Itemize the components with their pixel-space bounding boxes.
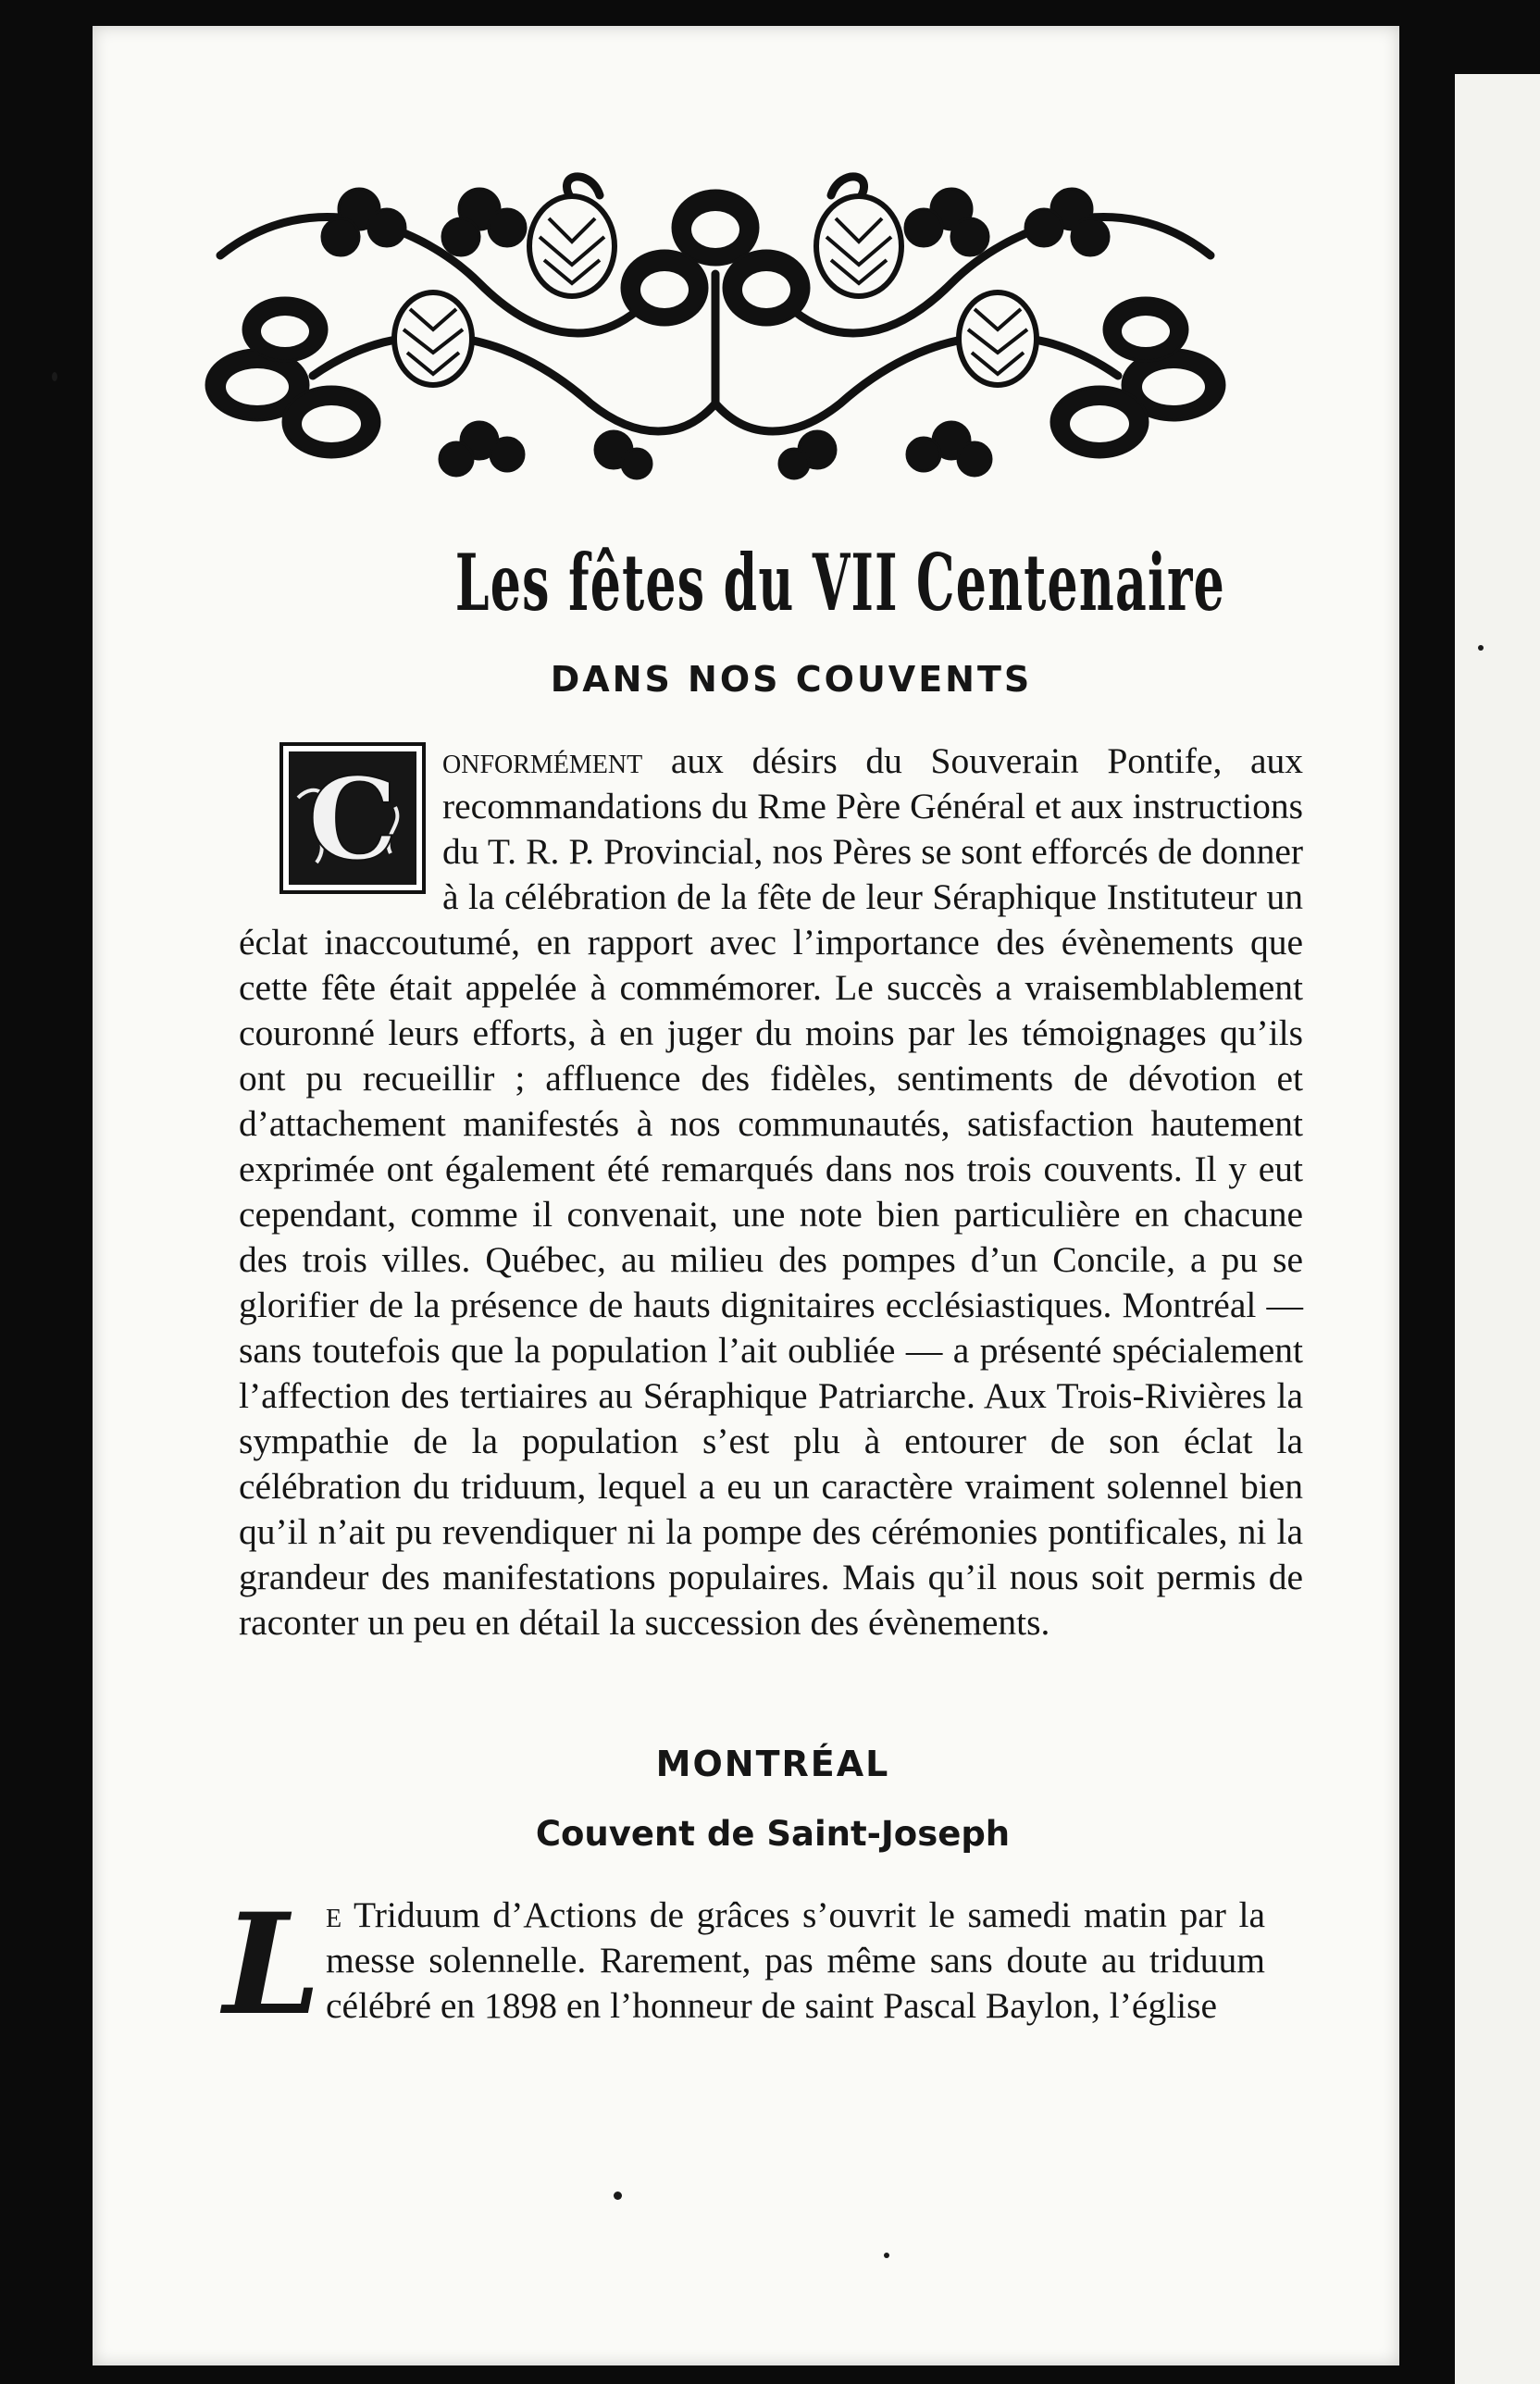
ink-speck xyxy=(614,2192,622,2200)
intro-paragraph xyxy=(239,739,1303,1738)
section-subheading: Couvent de Saint-Joseph xyxy=(535,1814,1011,1854)
dropcap-c-icon xyxy=(279,742,426,894)
ink-speck xyxy=(52,372,57,381)
page-title: Les fêtes du VII Centenaire xyxy=(454,537,1226,628)
intro-lead-word: onformément xyxy=(442,740,643,781)
svg-text:C: C xyxy=(307,752,398,886)
montreal-lead-word: e xyxy=(326,1894,342,1935)
page-subtitle: DANS NOS COUVENTS xyxy=(550,659,1033,700)
section-heading: MONTRÉAL xyxy=(655,1744,890,1784)
dropcap-l-icon xyxy=(223,1883,321,2046)
clover-ornament-icon xyxy=(202,172,1229,478)
montreal-text: Triduum d’Actions de grâces s’ouvrit le samedi matin par la messe solennelle. Rarement, pas même sans doute au triduum célébré en 1898 en l’honneur de saint Pascal Baylon, l’église xyxy=(326,1894,1265,2026)
svg-text:L: L xyxy=(223,1883,321,2046)
montreal-paragraph xyxy=(223,1883,1265,2050)
intro-text: aux désirs du Souverain Pontife, aux recommandations du Rme Père Général et aux instructions du T. R. P. Provincial, nos Pères se sont efforcés de donner à la célébration de la fête de leur Séraphique Instituteur un éclat inaccoutumé, en rapport avec l’importance des évènements que cette fête était appelée à commémorer. Le succès a vraisemblablement couronné leurs efforts, à en juger du moins par les témoignages qu’ils ont pu recueillir ; affluence des fidèles, sentiments de dévotion et d’attachement manifestés à nos communautés, satisfaction hautement exprimée ont également été remarqués dans nos trois couvents. Il y eut cependant, comme il convenait, une note bien particulière en chacune des trois villes. Québec, au milieu des pompes d’un Concile, a pu se glorifier de la présence de hauts dignitaires ecclésiastiques. Montréal — sans toutefois que la population l’ait oubliée — a présenté spécialement l’affection des tertiaires au Séraphique Patriarche. Aux Trois-Rivières la sympathie de la population s’est plu à entourer de son éclat la célébration du triduum, lequel a eu un caractère vraiment solennel bien qu’il n’ait pu revendiquer ni la pompe des cérémonies pontificales, ni la grandeur des manifestations populaires. Mais qu’il nous soit permis de raconter un peu en détail la succession des évènements. xyxy=(239,740,1303,1643)
ink-speck xyxy=(1478,645,1484,651)
ink-speck xyxy=(884,2253,889,2258)
next-page-edge xyxy=(1455,74,1540,2384)
